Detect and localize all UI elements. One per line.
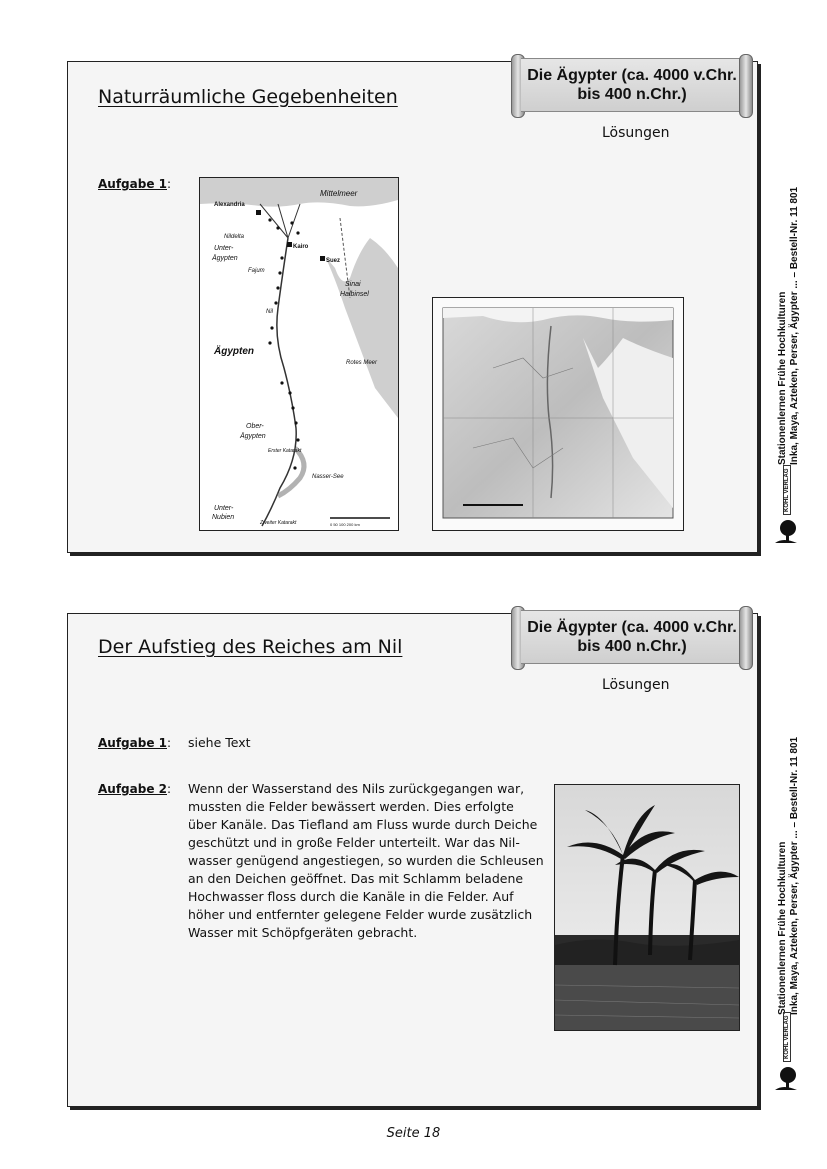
map-label-lower-egypt-1: Unter- — [214, 245, 234, 252]
map-label-upper-egypt-2: Ägypten — [240, 433, 266, 440]
scroll-body — [521, 58, 743, 112]
egypt-map-svg — [200, 178, 398, 530]
answer-line: geschützt und in große Felder unterteilt. War das Nil- — [188, 835, 520, 850]
scroll-line-2: bis 400 n.Chr.) — [577, 86, 687, 103]
publisher-logo — [771, 1015, 803, 1094]
answer-line: wasser genügend angestiegen, so wurden die Schleusen — [188, 853, 544, 868]
map-label-first-cataract: Erster Katarakt — [268, 448, 302, 454]
topic-scroll-banner — [511, 606, 753, 668]
nile-palm-trees-photo — [554, 784, 740, 1031]
map-label-lower-nubia-2: Nubien — [212, 514, 235, 521]
publisher-logo — [771, 468, 803, 545]
task-1-label: Aufgabe 1: — [98, 177, 172, 191]
map-scale: 0 50 100 200 km — [330, 522, 360, 527]
map-label-lower-nubia-1: Unter- — [214, 505, 234, 512]
egypt-labelled-map — [199, 177, 399, 531]
scroll-roll-right — [739, 54, 753, 118]
scroll-line-2: bis 400 n.Chr.) — [577, 638, 687, 655]
map-label-nasser-lake: Nasser-See — [312, 474, 344, 480]
page-number: Seite 18 — [386, 1126, 441, 1141]
answer-line: über Kanäle. Das Tiefland am Fluss wurde durch Deiche — [188, 817, 538, 832]
answer-line: an den Deichen geöffnet. Das mit Schlamm beladene — [188, 871, 524, 886]
map-label-red-sea: Rotes Meer — [346, 360, 378, 366]
answer-line: höher und entfernter gelegene Felder wurde zusätzlich — [188, 907, 533, 922]
task-2-answer — [188, 780, 548, 942]
tree-logo-icon — [773, 1066, 799, 1090]
sidebar-series-title: Stationenlernen Frühe Hochkulturen — [777, 841, 788, 1015]
solutions-label: Lösungen — [602, 677, 670, 693]
egypt-relief-map — [432, 297, 684, 531]
map-label-suez: Suez — [326, 258, 341, 264]
map-label-fajum: Fajum — [248, 268, 265, 274]
answer-line: Wenn der Wasserstand des Nils zurückgegangen war, — [188, 781, 525, 796]
scroll-line-1: Die Ägypter (ca. 4000 v.Chr. — [527, 619, 737, 636]
sidebar-series-info-top — [765, 170, 810, 550]
map-label-sea: Mittelmeer — [320, 189, 358, 198]
map-label-lower-egypt-2: Ägypten — [212, 255, 238, 262]
answer-line: Wasser mit Schöpfgeräten gebracht. — [188, 925, 418, 940]
scroll-body — [521, 610, 743, 664]
sidebar-series-subtitle: Inka, Maya, Azteken, Perser, Ägypter ... – Bestell-Nr. 11 801 — [789, 186, 800, 465]
publisher-name: KOHL VERLAG — [783, 465, 791, 515]
answer-line: Hochwasser floss durch die Kanäle in die Felder. Auf — [188, 889, 514, 904]
tree-logo-icon — [773, 519, 799, 543]
answer-line: mussten die Felder bewässert werden. Dies erfolgte — [188, 799, 514, 814]
map-label-second-cataract: Zweiter Katarakt — [260, 520, 297, 526]
map-label-upper-egypt-1: Ober- — [246, 423, 264, 430]
task-2-label: Aufgabe 2: — [98, 782, 172, 796]
solution-card-rise-of-empire — [67, 613, 758, 1107]
sidebar-series-info-bottom — [765, 722, 810, 1102]
map-label-egypt: Ägypten — [214, 346, 254, 357]
card-title: Naturräumliche Gegebenheiten — [98, 86, 398, 108]
solutions-label: Lösungen — [602, 125, 670, 141]
task-1-label: Aufgabe 1: — [98, 736, 172, 750]
map-label-alexandria: Alexandria — [214, 202, 245, 208]
solution-card-natural-conditions — [67, 61, 758, 553]
task-1-answer: siehe Text — [188, 735, 251, 750]
scroll-roll-right — [739, 606, 753, 670]
relief-map-svg — [433, 298, 683, 530]
topic-scroll-banner — [511, 54, 753, 116]
sidebar-series-title: Stationenlernen Frühe Hochkulturen — [777, 291, 788, 465]
map-label-sinai-2: Halbinsel — [340, 291, 369, 298]
publisher-name: KOHL VERLAG — [783, 1012, 791, 1062]
map-label-nile-delta: Nildelta — [224, 234, 245, 240]
map-label-nile: Nil — [266, 309, 273, 315]
scroll-line-1: Die Ägypter (ca. 4000 v.Chr. — [527, 67, 737, 84]
palm-photo-svg — [555, 785, 739, 1030]
card-title: Der Aufstieg des Reiches am Nil — [98, 636, 403, 658]
map-label-kairo: Kairo — [293, 244, 309, 250]
map-label-sinai-1: Sinai — [345, 281, 361, 288]
sidebar-series-subtitle: Inka, Maya, Azteken, Perser, Ägypter ... – Bestell-Nr. 11 801 — [789, 736, 800, 1015]
